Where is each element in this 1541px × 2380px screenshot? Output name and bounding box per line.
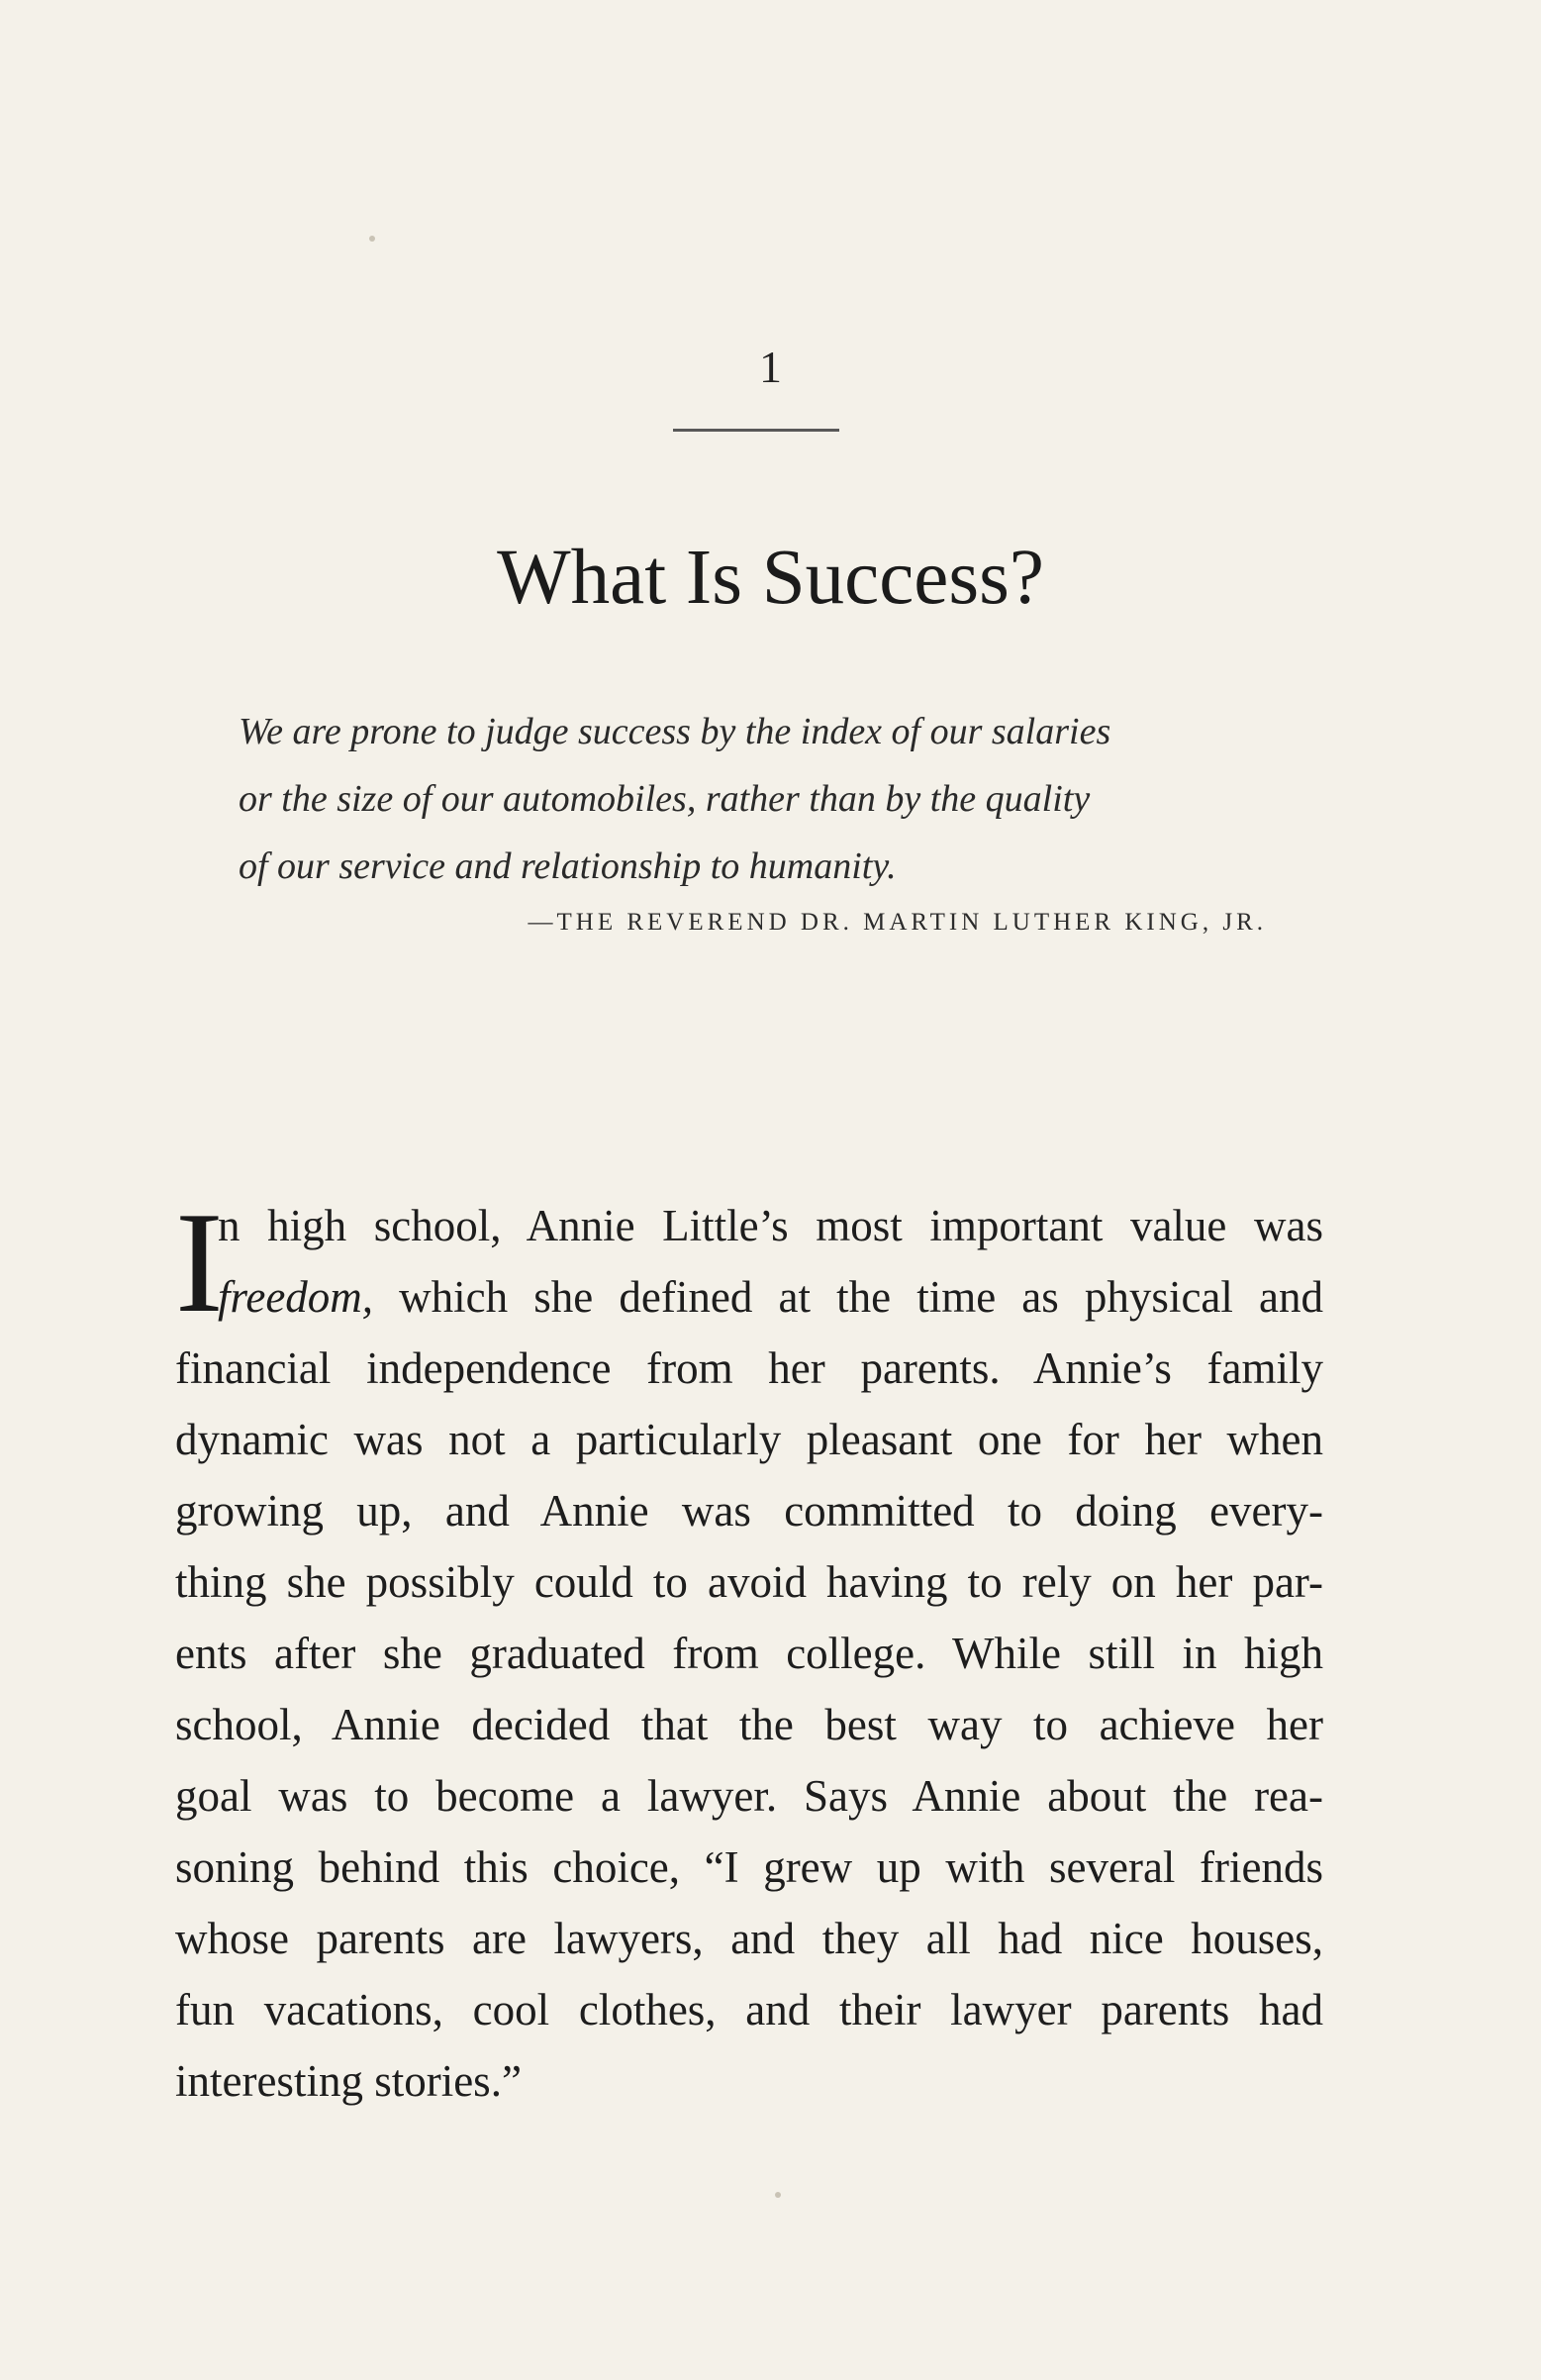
body-line [175, 1261, 1323, 1333]
scan-speck [775, 2192, 781, 2198]
body-line: growing up, and Annie was committed to doing every- [175, 1486, 1323, 1536]
body-line: thing she possibly could to avoid having to rely on her par- [175, 1557, 1323, 1607]
epigraph-line: We are prone to judge success by the index of our salaries [239, 711, 1111, 752]
body-paragraph [175, 1182, 1323, 2117]
body-line: ents after she graduated from college. While still in high [175, 1629, 1323, 1678]
chapter-number: 1 [759, 342, 782, 392]
body-line: dynamic was not a particularly pleasant one for her when [175, 1415, 1323, 1464]
body-line-rest: which she defined at the time as physical and [373, 1272, 1323, 1322]
epigraph-line: of our service and relationship to humanity. [239, 845, 897, 887]
body-line: fun vacations, cool clothes, and their lawyer parents had [175, 1985, 1323, 2034]
emphasis-word: freedom, [218, 1272, 374, 1322]
chapter-divider-rule [673, 429, 839, 432]
body-line: whose parents are lawyers, and they all had nice houses, [175, 1914, 1323, 1963]
epigraph-attribution: —THE REVEREND DR. MARTIN LUTHER KING, JR. [528, 909, 1267, 936]
body-line-last: interesting stories.” [175, 2056, 522, 2106]
drop-cap: I [175, 1182, 224, 1342]
body-line: school, Annie decided that the best way to achieve her [175, 1700, 1323, 1749]
body-line: soning behind this choice, “I grew up with several friends [175, 1842, 1323, 1892]
epigraph [239, 698, 1278, 900]
body-line: n high school, Annie Little’s most important value was [218, 1201, 1323, 1250]
scan-speck [369, 236, 375, 242]
body-line: financial independence from her parents. Annie’s family [175, 1343, 1323, 1393]
body-line: goal was to become a lawyer. Says Annie about the rea- [175, 1771, 1323, 1821]
chapter-title: What Is Success? [497, 535, 1044, 621]
epigraph-line: or the size of our automobiles, rather than by the quality [239, 778, 1091, 820]
